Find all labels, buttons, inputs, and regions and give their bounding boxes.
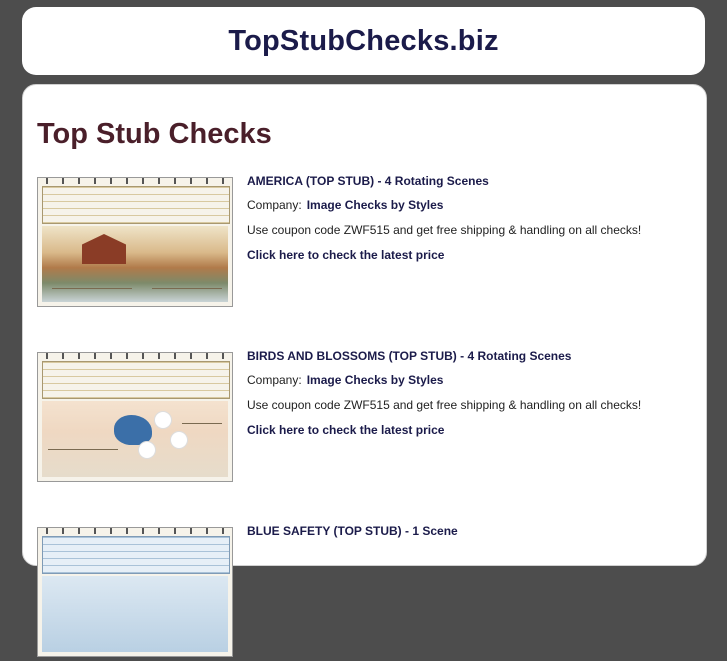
coupon-text: Use coupon code ZWF515 and get free shipping & handling on all checks!	[247, 223, 642, 237]
company-label: Company:	[247, 198, 302, 212]
check-price-link[interactable]: Click here to check the latest price	[247, 423, 445, 437]
check-stub	[42, 361, 230, 399]
product-item-america	[37, 171, 697, 311]
product-info	[247, 521, 697, 538]
mill-scene	[42, 226, 228, 302]
blue-safety-check-image[interactable]	[37, 527, 233, 657]
spiral-binding	[38, 177, 232, 184]
check-line	[52, 288, 132, 289]
page-title: Top Stub Checks	[37, 118, 272, 150]
blue-scene	[42, 576, 228, 652]
product-title-link[interactable]: BIRDS AND BLOSSOMS (TOP STUB) - 4 Rotating Scenes	[247, 349, 572, 363]
check-line	[182, 423, 222, 424]
check-stub	[42, 186, 230, 224]
main-content	[22, 84, 707, 566]
spiral-binding	[38, 527, 232, 534]
company-line	[247, 198, 697, 213]
blossom-shape	[154, 411, 172, 429]
coupon-text: Use coupon code ZWF515 and get free shipping & handling on all checks!	[247, 398, 642, 412]
site-title-link[interactable]: TopStubChecks.biz	[228, 24, 499, 57]
product-item-blue-safety	[37, 521, 697, 661]
bird-scene	[42, 401, 228, 477]
blossom-shape	[138, 441, 156, 459]
company-link[interactable]: Image Checks by Styles	[306, 198, 444, 212]
product-title-link[interactable]: AMERICA (TOP STUB) - 4 Rotating Scenes	[247, 174, 489, 188]
check-line	[152, 288, 222, 289]
america-check-image[interactable]	[37, 177, 233, 307]
product-info	[247, 346, 697, 437]
check-stub	[42, 536, 230, 574]
spiral-binding	[38, 352, 232, 359]
check-line	[48, 449, 118, 450]
site-header	[22, 7, 705, 75]
check-price-link[interactable]: Click here to check the latest price	[247, 248, 445, 262]
company-label: Company:	[247, 373, 302, 387]
mill-house-shape	[82, 234, 126, 264]
company-link[interactable]: Image Checks by Styles	[306, 373, 444, 387]
product-item-birds-blossoms	[37, 346, 697, 486]
birds-blossoms-check-image[interactable]	[37, 352, 233, 482]
company-line	[247, 373, 697, 388]
product-title-link[interactable]: BLUE SAFETY (TOP STUB) - 1 Scene	[247, 524, 458, 538]
blossom-shape	[170, 431, 188, 449]
product-info	[247, 171, 697, 262]
